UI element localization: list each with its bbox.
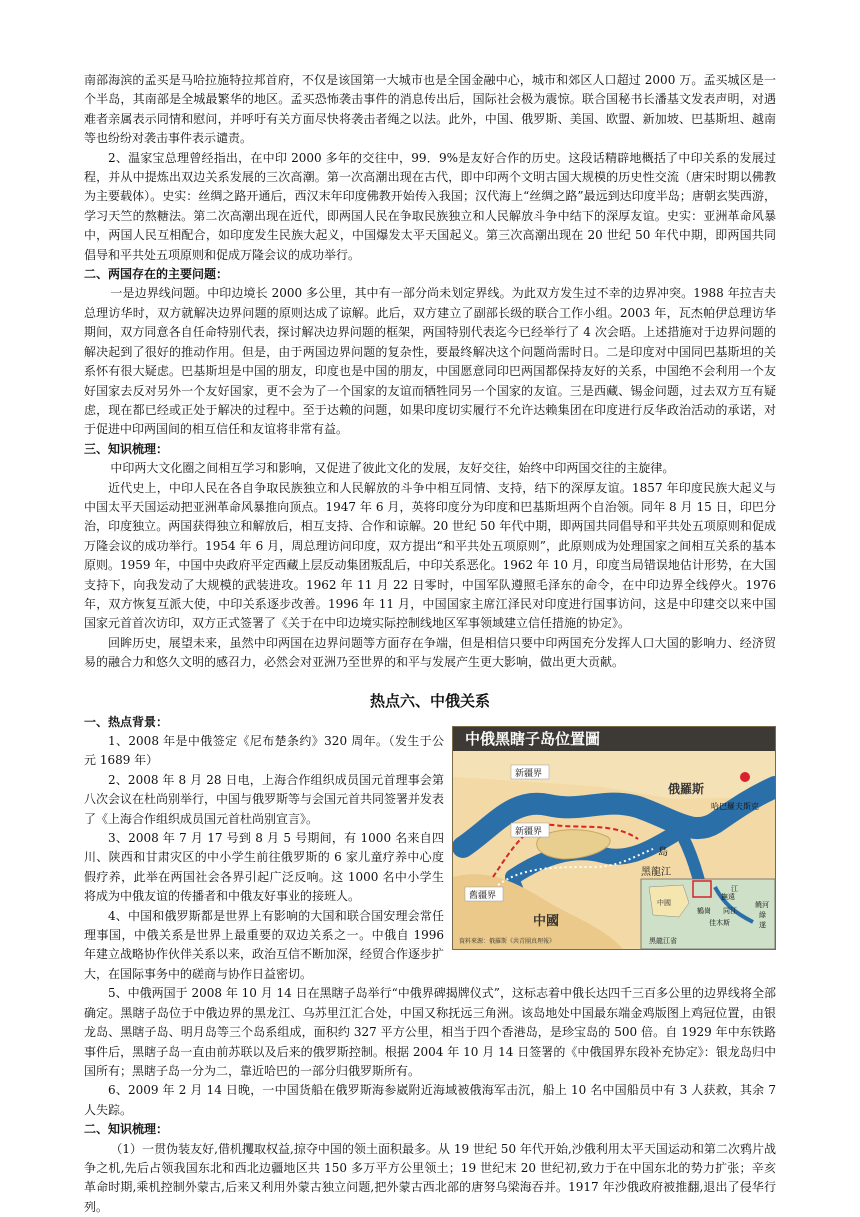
map-label-khabarovsk: 哈巴羅夫斯克 — [711, 802, 759, 811]
heixiazi-island-map — [452, 726, 776, 950]
background-item-3: 3、2008 年 7 月 17 号到 8 月 5 号期间，有 1000 名来自四川、陕西和甘肃灾区的中小学生前往俄罗斯的 6 家儿童疗养中心度假疗养，此举在两国社会各界引起广泛反响。这 1000 名中小学生将成为中俄友谊的传播者和中俄友好事业的接班人。 — [84, 831, 444, 904]
background-item-4: 4、中国和俄罗斯都是世界上有影响的大国和联合国安理会常任理事国，中俄关系是世界上最重要的双边关系之一。中俄自 1996 年建立战略协作伙伴关系以来，政治互信不断加深，经贸合作逐步扩大，在国际事务中的磋商与协作日益密切。 — [84, 908, 445, 981]
map-label-jiamusi: 佳木斯 — [709, 919, 730, 927]
map-label-xinjiang: 新疆界 — [515, 769, 543, 779]
heading-hotspot-background: 一、热点背景： — [84, 714, 169, 729]
paragraph-border-issue: 一是边界线问题。中印边境长 2000 多公里，其中有一部分尚未划定界线。为此双方发生过不幸的边界冲突。1988 年拉吉夫总理访华时，双方就解决边界问题的原则达成了谅解。此后，双方建立了副部长级的联合工作小组。2003 年，瓦杰帕伊总理访华期间，双方同意各自任命特别代表，探讨解决边界问题的框架，两国特别代表迄今已经举行了 4 次会晤。上述措施对于边界问题的解决起到了很好的推动作用。但是，由于两国边界问题的复杂性，要最终解决这个问题尚需时日。二是印度对中国同巴基斯坦的关系怀有很大疑虑。巴基斯坦是中国的朋友，印度也是中国的朋友，中国愿意同印巴两国都保持友好的关系，中国绝不会利用一个友好国家去反对另外一个友好国家，更不会为了一个国家的友谊而牺牲同另一个国家的友谊。三是西藏、锡金问题，过去双方互有疑虑，现在都已经或正处于解决的过程中。至于达赖的问题，如果印度切实履行不允许达赖集团在印度进行反华政治活动的承诺，对于促进中印两国间的相互信任和友谊将非常有益。 — [84, 286, 776, 437]
map-label-russia: 俄羅斯 — [668, 782, 705, 796]
background-item-6: 6、2009 年 2 月 14 日晚，一中国货船在俄罗斯海参崴附近海域被俄海军击沉，船上 10 名中国船员中有 3 人获救，其余 7 人失踪。 — [84, 1083, 776, 1117]
map-label-lu: 綠 — [759, 911, 766, 919]
map-label-hegang: 鶴崗 — [697, 907, 711, 915]
map-label-china-inset: 中國 — [657, 899, 671, 907]
map-title: 中俄黑瞎子岛位置圖 — [465, 730, 601, 748]
heading-knowledge-review: 三、知识梳理： — [84, 441, 169, 456]
map-label-sui: 遂 — [759, 921, 766, 929]
background-item-2: 2、2008 年 8 月 28 日电，上海合作组织成员国元首理事会第八次会议在杜尚别举行，中国与俄罗斯等与会国元首共同签署并发表了《上海合作组织成员国元首杜尚别宣言》。 — [84, 772, 445, 826]
map-source-note: 資料來源：俄羅斯《共青團真理報》 — [459, 938, 556, 945]
map-label-china: 中國 — [533, 914, 560, 929]
background-item-1: 1、2008 年是中俄签定《尼布楚条约》320 周年。（发生于公元 1689 年） — [84, 734, 444, 768]
document-page — [84, 71, 776, 1217]
paragraph-tsarist-russia: （1）一贯伪装友好,借机攫取权益,掠夺中国的领土面积最多。从 19 世纪 50 年代开始,沙俄利用太平天国运动和第二次鸦片战争之机,先后占领我国东北和西北边疆地区共 150 多万平方公里领土；19 世纪末 20 世纪初,致力于在中国东北的势力扩张；辛亥革命时期,乘机控制外蒙古,后来又利用外蒙古独立问题,把外蒙古西北部的唐努乌梁海吞并。1917 年沙俄政府被推翻,退出了侵华行列。 — [84, 1141, 776, 1214]
paragraph-outlook: 回眸历史，展望未来，虽然中印两国在边界问题等方面存在争端，但是相信只要中印两国充分发挥人口大国的影响力、经济贸易的融合力和悠久文明的感召力，必然会对亚洲乃至世界的和平与发展产生更大影响，做出更大贡献。 — [84, 635, 776, 670]
map-label-new-border: 新疆界 — [515, 827, 543, 837]
paragraph-wen-jiabao: 2、温家宝总理曾经指出，在中印 2000 多年的交往中，99．9%是友好合作的历史。这段话精辟地概括了中印关系的发展过程，并从中提炼出双边关系发展的三次高潮。第一次高潮出现在古代，即中印两个文明古国大规模的历史性交流（唐宋时期以佛教为主要载体）。史实：丝绸之路开通后，西汉末年印度佛教开始传入我国；汉代海上“丝绸之路”最远到达印度半岛；唐朝玄奘西游，学习天竺的熬糖法。第二次高潮出现在近代，即两国人民在争取民族独立和人民解放斗争中结下的深厚友谊。史实：亚洲革命风暴中，两国人民互相配合，如印度发生民族大起义，中国爆发太平天国起义。第三次高潮出现在 20 世纪 50 年代中期，即两国共同倡导和平共处五项原则和促成万隆会议的成功举行。 — [84, 150, 776, 262]
map-label-wusuli: 江 — [731, 885, 738, 893]
background-items-left — [84, 732, 444, 984]
map-label-tongjiang: 同江 — [723, 907, 737, 915]
map-label-old-border: 舊疆界 — [469, 891, 497, 901]
background-item-5: 5、中俄两国于 2008 年 10 月 14 日在黑瞎子岛举行“中俄界碑揭牌仪式”，这标志着中俄长达四千三百多公里的边界线将全部确定。黑瞎子岛位于中俄边界的黑龙江、乌苏里江汇合处，中国又称抚远三角洲。该岛地处中国最东端金鸡版图上鸡冠位置，由银龙岛、黑瞎子岛、明月岛等三个岛系组成，面积约 327 平方公里，相当于四个香港岛，是珍宝岛的 500 倍。自 1929 年中东铁路事件后，黑瞎子岛一直由前苏联以及后来的俄罗斯控制。根据 2004 年 10 月 14 日签署的《中俄国界东段补充协定》：银龙岛归中国所有；黑瞎子岛一分为二，靠近哈巴的一部分归俄罗斯所有。 — [84, 986, 776, 1078]
background-with-map — [84, 732, 776, 984]
map-label-raohe: 饒河 — [755, 901, 769, 909]
map-label-heilongjiang-province: 黑龍江省 — [649, 937, 677, 945]
hotspot-six-title: 热点六、中俄关系 — [369, 691, 490, 710]
paragraph-cultural-exchange: 中印两大文化圈之间相互学习和影响，又促进了彼此文化的发展，友好交往，始终中印两国交往的主旋律。 — [110, 461, 675, 476]
map-label-island-dao: 島 — [658, 847, 668, 858]
khabarovsk-marker-icon — [740, 772, 750, 782]
map-label-fuyuan: 撫遠 — [721, 893, 735, 901]
map-label-heilong: 黑龍江 — [641, 867, 671, 878]
heading-knowledge-review-2: 二、知识梳理： — [84, 1122, 169, 1137]
paragraph-modern-history: 近代史上，中印人民在各自争取民族独立和人民解放的斗争中相互同情、支持，结下的深厚友谊。1857 年印度民族大起义与中国太平天国运动把亚洲革命风暴推向顶点。1947 年 6 月，英将印度分为印度和巴基斯坦两个自治领。同年 8 月 15 日，印巴分治，印度独立。两国获得独立和解放后，相互支持、合作和谅解。20 世纪 50 年代中期，即两国共同倡导和平共处五项原则和促成万隆会议的成功举行。1954 年 6 月，周总理访问印度，双方提出“和平共处五项原则”，此原则成为处理国家之间相互关系的基本原则。1959 年，中国中央政府平定西藏上层反动集团叛乱后，中印关系恶化。1962 年 10 月，印度当局错误地估计形势，在大国支持下，向我发动了大规模的武装进攻。1962 年 11 月 22 日零时，中国军队遵照毛泽东的命令，在中印边界全线停火。1976 年，双方恢复互派大使，中印关系逐步改善。1996 年 11 月，中国国家主席江泽民对印度进行国事访问，这是中印建交以来中国国家元首首次访印，双方正式签署了《关于在中印边境实际控制线地区军事领域建立信任措施的协定》。 — [84, 480, 776, 631]
paragraph-mumbai: 南部海滨的孟买是马哈拉施特拉邦首府，不仅是该国第一大城市也是全国金融中心，城市和郊区人口超过 2000 万。孟买城区是一个半岛，其南部是全城最繁华的地区。孟买恐怖袭击事件的消息传出后，国际社会极为震惊。联合国秘书长潘基文发表声明，对遇难者亲属表示同情和慰问，并呼吁有关方面尽快将袭击者绳之以法。此外，中国、俄罗斯、美国、欧盟、新加坡、巴基斯坦、越南等也纷纷对袭击事件表示谴责。 — [84, 73, 776, 146]
heading-main-problems: 二、两国存在的主要问题： — [84, 267, 229, 282]
